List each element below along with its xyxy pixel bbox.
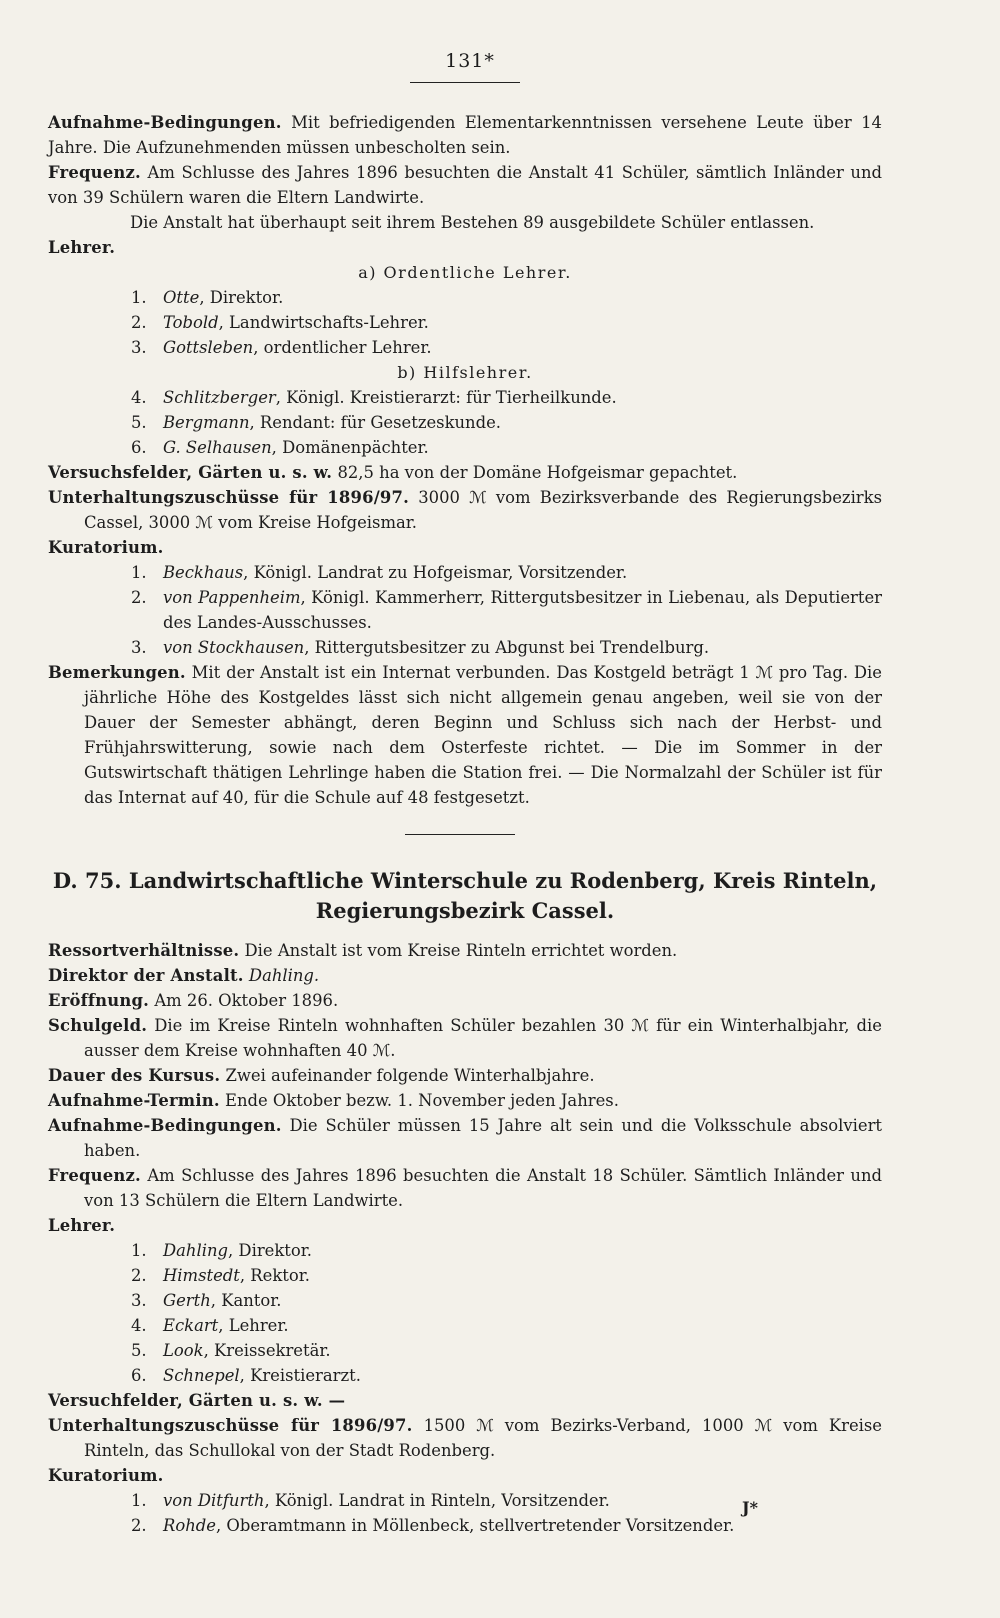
list-item-name: Schlitzberger [163, 388, 276, 407]
list-item [48, 285, 882, 310]
bemerkungen-paragraph [48, 660, 882, 810]
section-continuation [48, 110, 882, 810]
list-item-text: , Rendant: für Gesetzeskunde. [249, 413, 502, 432]
lehrer-label: Lehrer. [48, 238, 116, 257]
list-item-number: 2. [131, 313, 147, 332]
list-item [48, 1288, 882, 1313]
list-item-number: 3. [131, 638, 147, 657]
list-item-name: Eckart [163, 1316, 219, 1335]
list-item-number: 6. [131, 438, 147, 457]
ressort-text: Die Anstalt ist vom Kreise Rinteln errichtet worden. [244, 941, 678, 960]
list-item-name: Rohde [163, 1516, 216, 1535]
aufnahme2-paragraph [48, 1113, 882, 1163]
section-divider [405, 834, 515, 835]
frequenz-label: Frequenz. [48, 163, 141, 182]
list-item-number: 1. [131, 288, 147, 307]
list-item-text: , Königl. Landrat zu Hofgeismar, Vorsitzender. [243, 563, 628, 582]
versuchsfelder-paragraph [48, 460, 882, 485]
page-number: 131* [445, 50, 495, 72]
versuchsfelder-text: 82,5 ha von der Domäne Hofgeismar gepachtet. [337, 463, 738, 482]
list-item-text: , Kantor. [210, 1291, 282, 1310]
bemerkungen-label: Bemerkungen. [48, 663, 186, 682]
list-item [48, 310, 882, 335]
schulgeld-paragraph [48, 1013, 882, 1063]
hilfslehrer-list [48, 385, 882, 460]
list-item-text: , ordentlicher Lehrer. [253, 338, 432, 357]
list-item-name: von Ditfurth [163, 1491, 265, 1510]
list-item-name: von Stockhausen [163, 638, 305, 657]
eroeffnung-label: Eröffnung. [48, 991, 150, 1010]
versuchsfelder-label: Versuchsfelder, Gärten u. s. w. [48, 463, 333, 482]
list-item-number: 4. [131, 388, 147, 407]
list-item-text: , Direktor. [228, 1241, 312, 1260]
ressort-paragraph [48, 938, 882, 963]
list-item [48, 585, 882, 635]
list-item-number: 1. [131, 1241, 147, 1260]
aufnahme2-label: Aufnahme-Bedingungen. [48, 1116, 282, 1135]
dauer-text: Zwei aufeinander folgende Winterhalbjahre. [225, 1066, 595, 1085]
list-item [48, 385, 882, 410]
list-item-number: 1. [131, 1491, 147, 1510]
list-item-name: G. Selhausen [163, 438, 272, 457]
ordentliche-lehrer-heading: a) Ordentliche Lehrer. [358, 263, 572, 282]
zuschuesse2-text: 1500 ℳ vom Bezirks-Verband, 1000 ℳ vom Kreise Rinteln, das Schullokal von der Stadt Rodenberg. [84, 1416, 882, 1460]
dauer-label: Dauer des Kursus. [48, 1066, 221, 1085]
direktor-label: Direktor der Anstalt. [48, 966, 244, 985]
list-item-number: 2. [131, 1516, 147, 1535]
list-item-text: , Königl. Kammerherr, Rittergutsbesitzer in Liebenau, als Deputierter des Landes-Ausschusses. [163, 588, 882, 632]
list-item-number: 3. [131, 338, 147, 357]
bemerkungen-text: Mit der Anstalt ist ein Internat verbunden. Das Kostgeld beträgt 1 ℳ pro Tag. Die jährliche Höhe des Kostgeldes lässt sich nicht allgemein genau angeben, weil sie von der Dauer der Semester abhängt, deren Beginn und Schluss sich nach der Herbst- und Frühjahrswitterung, sowie nach dem Osterfeste richtet. — Die im Sommer in der Gutswirtschaft thätigen Lehrlinge haben die Station frei. — Die Normalzahl der Schüler ist für das Internat auf 40, für die Schule auf 48 festgesetzt. [84, 663, 882, 807]
direktor-paragraph [48, 963, 882, 988]
signature-mark: J* [742, 1498, 758, 1517]
termin-label: Aufnahme-Termin. [48, 1091, 220, 1110]
list-item-name: Bergmann [163, 413, 250, 432]
lehrer2-label: Lehrer. [48, 1216, 116, 1235]
list-item [48, 435, 882, 460]
list-item-name: von Pappenheim [163, 588, 301, 607]
list-item-name: Look [163, 1341, 204, 1360]
list-item-text: , Kreistierarzt. [239, 1366, 361, 1385]
kuratorium-list [48, 560, 882, 660]
list-item-text: , Königl. Kreistierarzt: für Tierheilkunde. [275, 388, 617, 407]
list-item [48, 335, 882, 360]
list-item-name: Beckhaus [163, 563, 244, 582]
list-item-text: , Domänenpächter. [271, 438, 429, 457]
eroeffnung-paragraph [48, 988, 882, 1013]
frequenz2-paragraph [48, 1163, 882, 1213]
list-item-number: 1. [131, 563, 147, 582]
direktor-text: Dahling. [248, 966, 320, 985]
list-item-name: Schnepel [163, 1366, 240, 1385]
list-item-text: , Königl. Landrat in Rinteln, Vorsitzender. [264, 1491, 610, 1510]
list-item-text: , Kreissekretär. [203, 1341, 331, 1360]
list-item-text: , Direktor. [199, 288, 284, 307]
list-item-name: Himstedt [163, 1266, 240, 1285]
termin-paragraph [48, 1088, 882, 1113]
section-heading-line-1: D. 75. Landwirtschaftliche Winterschule zu Rodenberg, Kreis Rinteln, [52, 868, 878, 893]
list-item-name: Gerth [163, 1291, 211, 1310]
zuschuesse2-paragraph [48, 1413, 882, 1463]
list-item [48, 1363, 882, 1388]
lehrer2-list [48, 1238, 882, 1388]
list-item-text: , Landwirtschafts-Lehrer. [218, 313, 429, 332]
list-item-number: 2. [131, 1266, 147, 1285]
frequenz2-label: Frequenz. [48, 1166, 141, 1185]
list-item-number: 5. [131, 413, 147, 432]
list-item [48, 1238, 882, 1263]
frequenz-paragraph [48, 160, 882, 210]
termin-text: Ende Oktober bezw. 1. November jeden Jahres. [225, 1091, 619, 1110]
versuchfelder2-label: Versuchfelder, Gärten u. s. w. — [48, 1391, 346, 1410]
list-item-number: 4. [131, 1316, 147, 1335]
zuschuesse-label: Unterhaltungszuschüsse für 1896/97. [48, 488, 409, 507]
kuratorium-label: Kuratorium. [48, 538, 164, 557]
schulgeld-text: Die im Kreise Rinteln wohnhaften Schüler bezahlen 30 ℳ für ein Winterhalbjahr, die ausser dem Kreise wohnhaften 40 ℳ. [84, 1016, 882, 1060]
ordentliche-lehrer-list [48, 285, 882, 360]
list-item [48, 1263, 882, 1288]
section-rodenberg [48, 938, 882, 1538]
eroeffnung-text: Am 26. Oktober 1896. [154, 991, 339, 1010]
list-item-text: , Rittergutsbesitzer zu Abgunst bei Trendelburg. [304, 638, 710, 657]
dauer-paragraph [48, 1063, 882, 1088]
schulgeld-label: Schulgeld. [48, 1016, 148, 1035]
section-heading-line-2: Regierungsbezirk Cassel. [315, 898, 615, 923]
section-heading [48, 866, 882, 926]
list-item-number: 3. [131, 1291, 147, 1310]
list-item-name: Gottsleben [163, 338, 254, 357]
list-item-text: , Oberamtmann in Möllenbeck, stellvertretender Vorsitzender. [215, 1516, 735, 1535]
list-item-number: 5. [131, 1341, 147, 1360]
aufnahme-label: Aufnahme-Bedingungen. [48, 113, 282, 132]
aufnahme-paragraph [48, 110, 882, 160]
list-item [48, 410, 882, 435]
list-item [48, 560, 882, 585]
list-item-text: , Lehrer. [218, 1316, 289, 1335]
list-item-name: Dahling [163, 1241, 229, 1260]
frequenz-paragraph-2: Die Anstalt hat überhaupt seit ihrem Bestehen 89 ausgebildete Schüler entlassen. [130, 213, 815, 232]
list-item-name: Tobold [163, 313, 219, 332]
list-item-number: 2. [131, 588, 147, 607]
aufnahme2-text: Die Schüler müssen 15 Jahre alt sein und die Volksschule absolviert haben. [84, 1116, 882, 1160]
hilfslehrer-heading: b) Hilfslehrer. [397, 363, 533, 382]
list-item-text: , Rektor. [239, 1266, 310, 1285]
list-item [48, 635, 882, 660]
list-item [48, 1338, 882, 1363]
zuschuesse-paragraph [48, 485, 882, 535]
frequenz2-text: Am Schlusse des Jahres 1896 besuchten die Anstalt 18 Schüler. Sämtlich Inländer und von 13 Schülern die Eltern Landwirte. [84, 1166, 882, 1210]
list-item-name: Otte [163, 288, 200, 307]
kuratorium2-label: Kuratorium. [48, 1466, 164, 1485]
zuschuesse2-label: Unterhaltungszuschüsse für 1896/97. [48, 1416, 413, 1435]
list-item-number: 6. [131, 1366, 147, 1385]
frequenz-text: Am Schlusse des Jahres 1896 besuchten die Anstalt 41 Schüler, sämtlich Inländer und von 39 Schülern waren die Eltern Landwirte. [48, 163, 882, 207]
zuschuesse-text: 3000 ℳ vom Bezirksverbande des Regierungsbezirks Cassel, 3000 ℳ vom Kreise Hofgeismar. [84, 488, 882, 532]
page-number-rule [410, 82, 520, 83]
aufnahme-text: Mit befriedigenden Elementarkenntnissen versehene Leute über 14 Jahre. Die Aufzunehmenden müssen unbescholten sein. [48, 113, 882, 157]
ressort-label: Ressortverhältnisse. [48, 941, 240, 960]
list-item [48, 1313, 882, 1338]
